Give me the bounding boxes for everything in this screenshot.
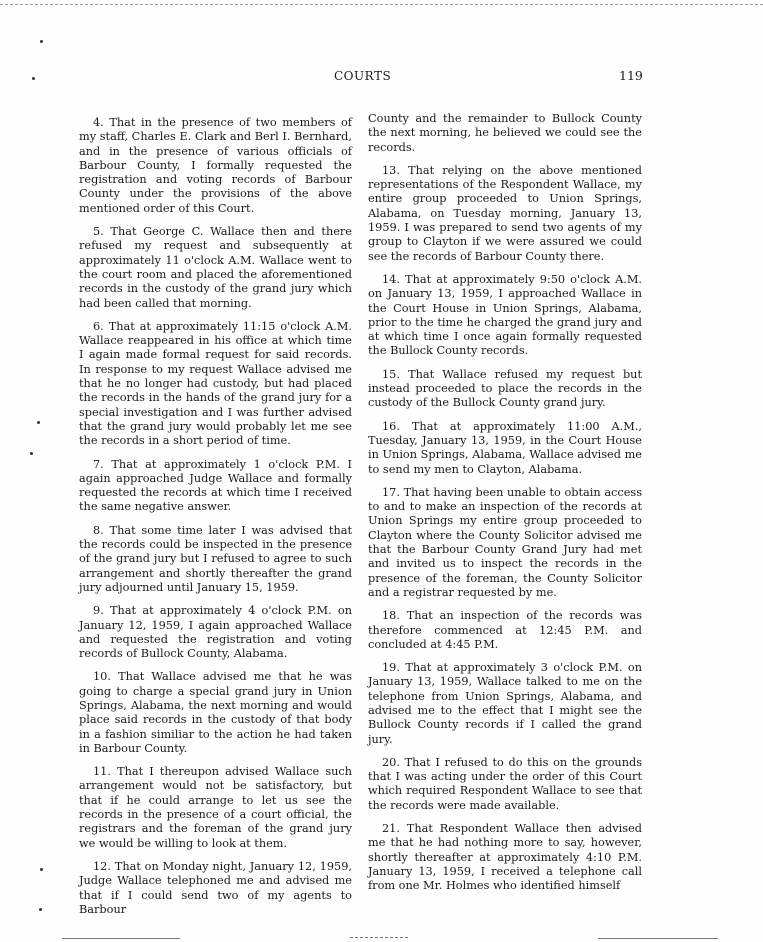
scan-speck <box>37 421 40 424</box>
paragraph-continuation: County and the remainder to Bullock County the next morning, he believed we could see the records. <box>368 112 642 154</box>
paragraph: 20. That I refused to do this on the grounds that I was acting under the order of this Court which required Respondent Wallace to see that the records were made available. <box>368 755 642 812</box>
scan-speck <box>39 908 42 911</box>
bottom-scan-rule <box>598 938 718 939</box>
paragraph: 14. That at approximately 9:50 o'clock A.M. on January 13, 1959, I approached Wallace in the Court House in Union Springs, Alabama, prior to the time he charged the grand jury and at which time I once again formally requested the Bullock County records. <box>368 272 642 358</box>
right-column <box>368 112 642 903</box>
paragraph: 9. That at approximately 4 o'clock P.M. on January 12, 1959, I again approached Wallace and requested the registration and voting records of Bullock County, Alabama. <box>79 604 352 661</box>
scan-speck <box>30 452 33 455</box>
paragraph: 11. That I thereupon advised Wallace such arrangement would not be satisfactory, but that if he could arrange to let us see the records in the presence of a court official, the registrars and the foreman of the grand jury we would be willing to look at them. <box>79 765 352 850</box>
top-scan-edge <box>0 4 763 5</box>
paragraph: 12. That on Monday night, January 12, 1959, Judge Wallace telephoned me and advised me that if I could send two of my agents to Barbour <box>79 859 352 916</box>
paragraph: 7. That at approximately 1 o'clock P.M. I again approached Judge Wallace and formally requested the records at which time I received the same negative answer. <box>79 457 352 514</box>
paragraph: 18. That an inspection of the records was therefore commenced at 12:45 P.M. and concluded at 4:45 P.M. <box>368 609 642 651</box>
paragraph: 8. That some time later I was advised that the records could be inspected in the presence of the grand jury but I refused to agree to such arrangement and shortly thereafter the grand jury adjourned until January 15, 1959. <box>79 523 352 594</box>
paragraph: 17. That having been unable to obtain access to and to make an inspection of the records at Union Springs my entire group proceeded to Clayton where the County Solicitor advised me that the Barbour County Grand Jury had met and invited us to inspect the records in the presence of the foreman, the County Solicitor and a registrar requested by me. <box>368 485 642 599</box>
running-header-title: COURTS <box>334 69 392 83</box>
paragraph: 6. That at approximately 11:15 o'clock A.M. Wallace reappeared in his office at which time I again made formal request for said records. In response to my request Wallace advised me that he no longer had custody, but had placed the records in the hands of the grand jury for a special investigation and I was further advised that the grand jury would probably let me see the records in a short period of time. <box>79 319 352 448</box>
paragraph: 16. That at approximately 11:00 A.M., Tuesday, January 13, 1959, in the Court House in Union Springs, Alabama, Wallace advised me to send my men to Clayton, Alabama. <box>368 419 642 476</box>
paragraph: 4. That in the presence of two members of my staff, Charles E. Clark and Berl I. Bernhard, and in the presence of various officials of Barbour County, I formally requested the registration and voting records of Barbour County under the provisions of the above mentioned order of this Court. <box>79 116 352 215</box>
left-column <box>79 116 352 926</box>
bottom-scan-rule <box>62 938 180 939</box>
scan-speck <box>40 868 43 871</box>
paragraph: 5. That George C. Wallace then and there refused my request and subsequently at approximately 11 o'clock A.M. Wallace went to the court room and placed the aforementioned records in the custody of the grand jury which had been called that morning. <box>79 225 352 310</box>
paragraph: 10. That Wallace advised me that he was going to charge a special grand jury in Union Springs, Alabama, the next morning and would place said records in the custody of that body in a fashion similiar to the action he had taken in Barbour County. <box>79 670 352 755</box>
paragraph: 15. That Wallace refused my request but instead proceeded to place the records in the custody of the Bullock County grand jury. <box>368 367 642 410</box>
paragraph: 19. That at approximately 3 o'clock P.M. on January 13, 1959, Wallace talked to me on the telephone from Union Springs, Alabama, and advised me to the effect that I might see the Bullock County records if I called the grand jury. <box>368 661 642 746</box>
paragraph: 21. That Respondent Wallace then advised me that he had nothing more to say, however, shortly thereafter at approximately 4:10 P.M. January 13, 1959, I received a telephone call from one Mr. Holmes who identified himself <box>368 822 642 893</box>
page-number: 119 <box>619 68 643 83</box>
paragraph: 13. That relying on the above mentioned representations of the Respondent Wallace, my entire group proceeded to Union Springs, Alabama, on Tuesday morning, January 13, 1959. I was prepared to send two agents of my group to Clayton if we were assured we could see the records of Barbour County there. <box>368 163 642 263</box>
scan-speck <box>32 77 35 80</box>
scan-speck <box>40 40 43 43</box>
bottom-scan-rule <box>350 937 408 938</box>
